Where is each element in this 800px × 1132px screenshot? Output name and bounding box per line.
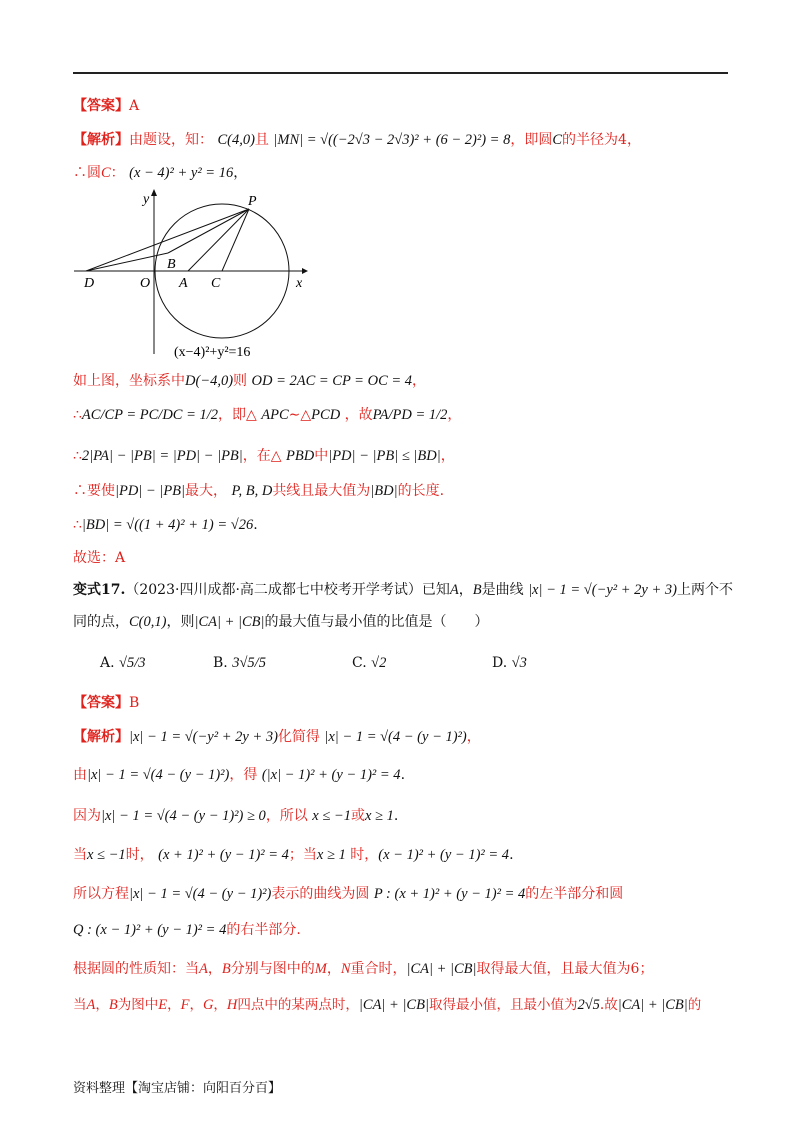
footer-note: 资料整理【淘宝店铺：向阳百分百】 (73, 1081, 282, 1096)
text-fragment: |x| − 1 = √(4 − (y − 1)²) (129, 886, 272, 902)
text-fragment: ， (95, 997, 109, 1013)
analysis2-line-2 (73, 765, 405, 785)
text-fragment: 的左半部分和圆 (525, 886, 624, 902)
text-fragment: |CA| + |CB| (406, 961, 477, 977)
text-fragment: 3√5/5 (232, 655, 266, 671)
text-fragment: ∴圆 (73, 165, 101, 181)
text-fragment: ， (412, 373, 427, 389)
text-fragment: P, B, D (231, 483, 273, 499)
text-fragment: ；当 (288, 847, 317, 863)
text-fragment: ， (207, 961, 222, 977)
problem-line-1 (73, 580, 733, 600)
text-fragment: H (226, 997, 238, 1013)
text-fragment: ∼△ (288, 407, 312, 423)
text-fragment: 故选：A (73, 550, 126, 566)
text-fragment: x ≤ −1 (87, 847, 126, 863)
analysis2-line-4 (73, 845, 514, 865)
text-fragment: 如上图，坐标系中 (73, 373, 185, 389)
text-fragment: ，即△ (218, 407, 257, 423)
text-fragment: B (472, 582, 482, 598)
x-axis-arrow (302, 268, 308, 274)
analysis2-line-3 (73, 806, 398, 826)
analysis-line-3 (73, 405, 461, 425)
text-fragment: 【答案】 (73, 695, 129, 711)
text-fragment: ， (167, 997, 181, 1013)
text-fragment: C (101, 165, 111, 181)
text-fragment: 或 (350, 808, 365, 824)
text-fragment: B. (213, 655, 228, 671)
text-fragment: D(−4,0) (185, 373, 234, 389)
text-fragment: ，故 (344, 407, 373, 423)
text-fragment: ∴ (73, 407, 82, 423)
circle-equation-line (73, 163, 247, 183)
y-axis-arrow (151, 189, 157, 196)
text-fragment: ， (447, 407, 462, 423)
text-fragment: |CA| + |CB| (358, 997, 429, 1013)
text-fragment: ，得 (229, 767, 258, 783)
text-fragment: |x| − 1 = √(−y² + 2y + 3) (528, 582, 677, 598)
text-fragment: ， (466, 729, 481, 745)
text-fragment: PCD (311, 407, 341, 423)
text-fragment: 的最大值与最小值的比值是（ ） (264, 614, 489, 630)
analysis2-line-1 (73, 727, 481, 747)
text-fragment: .故 (599, 997, 618, 1013)
text-fragment: C(0,1) (129, 614, 167, 630)
text-fragment: 表示的曲线为圆 (271, 886, 370, 902)
text-fragment: |BD| = √((1 + 4)² + 1) = √26 (81, 517, 254, 533)
text-fragment: |MN| = √((−2√3 − 2√3)² + (6 − 2)²) = 8 (273, 132, 511, 148)
text-fragment: 因为 (73, 808, 101, 824)
text-fragment: A (86, 997, 96, 1013)
text-fragment: 中 (314, 448, 329, 464)
text-fragment: AC/CP = PC/DC = 1/2 (81, 407, 219, 423)
text-fragment: x ≥ 1 (364, 808, 394, 824)
text-fragment: APC (261, 407, 289, 423)
text-fragment: |PD| − |PB| (115, 483, 186, 499)
text-fragment: . (509, 847, 514, 863)
text-fragment: √5/3 (119, 655, 146, 671)
text-fragment: 是曲线 (481, 582, 524, 598)
analysis-line-6 (73, 515, 258, 535)
text-fragment: 四点中的某两点时， (237, 997, 359, 1013)
text-fragment: A (449, 582, 459, 598)
conclusion-line (73, 548, 125, 568)
text-fragment: (|x| − 1)² + (y − 1)² = 4 (261, 767, 401, 783)
text-fragment: B (221, 961, 231, 977)
analysis-line-4 (73, 446, 455, 466)
segment-cp (222, 209, 249, 271)
option-d[interactable] (492, 655, 527, 672)
text-fragment: 分别与图中的 (230, 961, 315, 977)
text-fragment: |CA| + |CB| (194, 614, 265, 630)
text-fragment: 【解析】 (73, 729, 129, 745)
text-fragment: M (314, 961, 327, 977)
text-fragment: OD = 2AC = CP = OC = 4 (251, 373, 413, 389)
text-fragment: 当 (73, 997, 87, 1013)
text-fragment: 2√5 (577, 997, 600, 1013)
text-fragment: 的长度. (397, 483, 445, 499)
text-fragment: √3 (511, 655, 527, 671)
analysis-line-5 (73, 481, 444, 501)
text-fragment: ， (213, 997, 227, 1013)
text-fragment: B (129, 695, 140, 711)
text-fragment: 2|PA| − |PB| = |PD| − |PB| (81, 448, 243, 464)
text-fragment: G (202, 997, 214, 1013)
analysis2-line-7 (73, 959, 653, 979)
text-fragment: 最大， (185, 483, 228, 499)
text-fragment: F (180, 997, 190, 1013)
label-o: O (140, 276, 151, 291)
text-fragment: （2023·四川成都·高二成都七中校考开学考试）已知 (125, 582, 450, 598)
text-fragment: 变式17. (73, 582, 126, 598)
text-fragment: x ≥ 1 (316, 847, 346, 863)
text-fragment: 共线且最大值为 (272, 483, 371, 499)
text-fragment: N (340, 961, 351, 977)
text-fragment: (x − 4)² + y² = 16 (129, 165, 234, 181)
text-fragment: ： (110, 165, 125, 181)
text-fragment: A. (100, 655, 115, 671)
text-fragment: |CA| + |CB| (617, 997, 688, 1013)
analysis-line-2 (73, 371, 426, 391)
text-fragment: ，即圆 (510, 132, 553, 148)
text-fragment: ，在△ (242, 448, 282, 464)
analysis2-line-8 (73, 995, 701, 1015)
text-fragment: 根据圆的性质知：当 (73, 961, 199, 977)
text-fragment: 当 (73, 847, 87, 863)
text-fragment: 所以方程 (73, 886, 129, 902)
text-fragment: ∴ (73, 517, 82, 533)
text-fragment: 时， (350, 847, 379, 863)
text-fragment: 由 (73, 767, 87, 783)
text-fragment: 且 (254, 132, 269, 148)
text-fragment: 则 (233, 373, 248, 389)
text-fragment: (x + 1)² + (y − 1)² = 4 (158, 847, 289, 863)
text-fragment: 取得最大值，且最大值为6； (476, 961, 654, 977)
label-a: A (179, 276, 188, 291)
analysis-line-1 (73, 130, 641, 150)
problem-line-2 (73, 612, 489, 632)
text-fragment: 重合时， (350, 961, 407, 977)
text-fragment: 同的点， (73, 614, 129, 630)
text-fragment: |PD| − |PB| ≤ |BD| (328, 448, 441, 464)
text-fragment: PBD (286, 448, 315, 464)
label-b: B (167, 257, 176, 272)
text-fragment: 时， (125, 847, 154, 863)
text-fragment: D. (492, 655, 508, 671)
text-fragment: ，所以 (265, 808, 308, 824)
text-fragment: 取得最小值，且最小值为 (428, 997, 578, 1013)
text-fragment: E (158, 997, 168, 1013)
text-fragment: . (253, 517, 258, 533)
text-fragment: |x| − 1 = √(−y² + 2y + 3) (129, 729, 278, 745)
analysis2-line-5 (73, 884, 623, 904)
text-fragment: |x| − 1 = √(4 − (y − 1)²) ≥ 0 (101, 808, 266, 824)
text-fragment: PA/PD = 1/2 (372, 407, 448, 423)
text-fragment: |x| − 1 = √(4 − (y − 1)²) (324, 729, 467, 745)
text-fragment: ， (233, 165, 248, 181)
analysis2-line-6 (73, 920, 301, 940)
option-c[interactable] (352, 655, 386, 672)
option-a[interactable] (100, 655, 146, 672)
text-fragment: Q : (x − 1)² + (y − 1)² = 4 (73, 922, 227, 938)
option-b[interactable] (213, 655, 266, 672)
text-fragment: ， (189, 997, 203, 1013)
text-fragment: √2 (371, 655, 387, 671)
label-c: C (211, 276, 221, 291)
label-p: P (248, 194, 257, 209)
text-fragment: 为图中 (117, 997, 159, 1013)
text-fragment: . (393, 808, 399, 824)
text-fragment: |BD| (370, 483, 398, 499)
header-rule (73, 72, 728, 74)
text-fragment: ∴ (73, 448, 82, 464)
text-fragment: ∴要使 (73, 483, 115, 499)
answer-line-2 (73, 693, 139, 713)
text-fragment: A (199, 961, 208, 977)
segment-bp (168, 209, 249, 253)
geometry-figure (70, 186, 320, 364)
text-fragment: 的 (687, 997, 702, 1013)
label-y: y (143, 192, 150, 207)
segment-ap (188, 209, 249, 271)
figure-caption: (x−4)²+y²=16 (174, 345, 251, 360)
text-fragment: x ≤ −1 (312, 808, 351, 824)
text-fragment: ， (440, 448, 455, 464)
text-fragment: ， (326, 961, 341, 977)
text-fragment: 上两个不 (676, 582, 733, 598)
text-fragment: A (129, 98, 140, 114)
text-fragment: . (400, 767, 406, 783)
answer-line-1 (73, 96, 139, 116)
text-fragment: 【答案】 (73, 98, 129, 114)
text-fragment: C (552, 132, 563, 148)
text-fragment: ，则 (166, 614, 195, 630)
label-d: D (84, 276, 95, 291)
text-fragment: 的右半部分. (226, 922, 301, 938)
text-fragment: C. (352, 655, 367, 671)
text-fragment: |x| − 1 = √(4 − (y − 1)²) (87, 767, 230, 783)
text-fragment: (x − 1)² + (y − 1)² = 4 (378, 847, 510, 863)
text-fragment: B (108, 997, 118, 1013)
text-fragment: P : (x + 1)² + (y − 1)² = 4 (373, 886, 526, 902)
label-x: x (296, 276, 303, 291)
text-fragment: ， (458, 582, 473, 598)
text-fragment: C(4,0) (217, 132, 255, 148)
text-fragment: 【解析】 (73, 132, 129, 148)
text-fragment: 的半径为4， (562, 132, 641, 148)
text-fragment: 由题设，知： (129, 132, 213, 148)
text-fragment: 化简得 (277, 729, 320, 745)
